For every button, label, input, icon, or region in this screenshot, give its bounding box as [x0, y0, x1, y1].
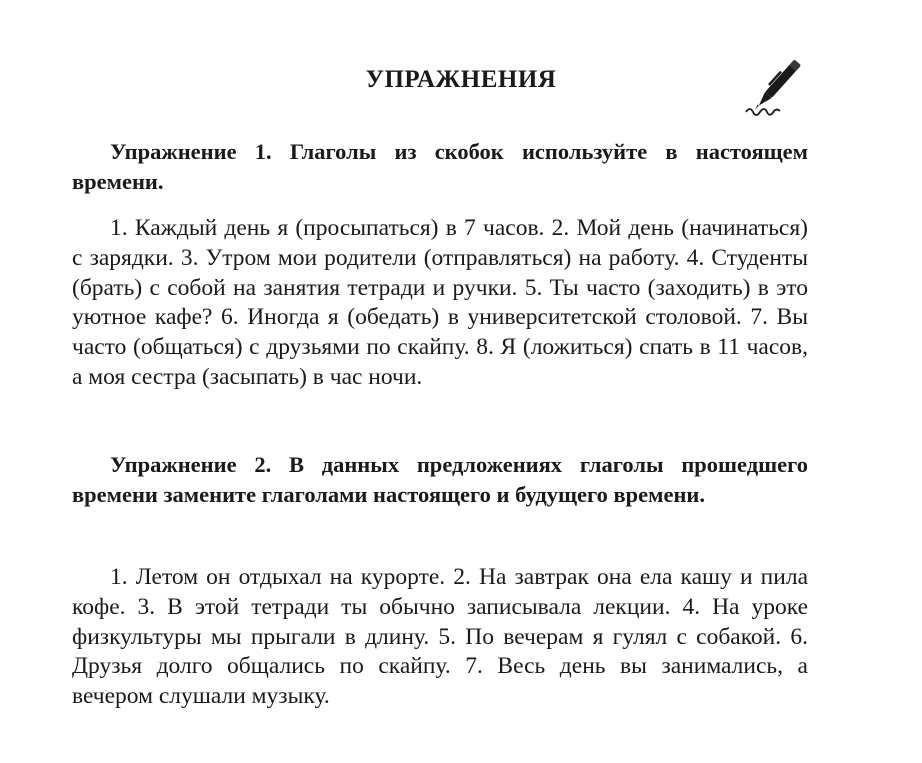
page-heading: УПРАЖНЕНИЯ: [365, 66, 557, 93]
exercise-1-body: 1. Каждый день я (просыпаться) в 7 часов. 2. Мой день (начинаться) с зарядки. 3. Утром мои родители (отправляться) на работу. 4. Студенты (брать) с собой на занятия тетради и ручки. 5. Ты часто (заходить) в это уютное кафе? 6. Иногда я (обедать) в университетской столовой. 7. Вы часто (общаться) с друзьями по скайпу. 8. Я (ложиться) спать в 11 часов, а моя сестра (засыпать) в час ночи.: [72, 215, 808, 390]
exercise-2-title: Упражнение 2. В данных предложениях глаголы прошедшего времени замените глаголами настоящего и будущего времени.: [72, 452, 808, 507]
exercise-1-title: Упражнение 1. Глаголы из скобок используйте в настоящем времени.: [72, 139, 808, 194]
pen-writing-icon: [742, 52, 814, 118]
exercise-2-body: 1. Летом он отдыхал на курорте. 2. На завтрак она ела кашу и пила кофе. 3. В этой тетради ты обычно записывала лекции. 4. На уроке физкультуры мы прыгали в длину. 5. По вечерам я гулял с собакой. 6. Друзья долго общались по скайпу. 7. Весь день вы занимались, а вечером слушали музыку.: [72, 564, 808, 710]
